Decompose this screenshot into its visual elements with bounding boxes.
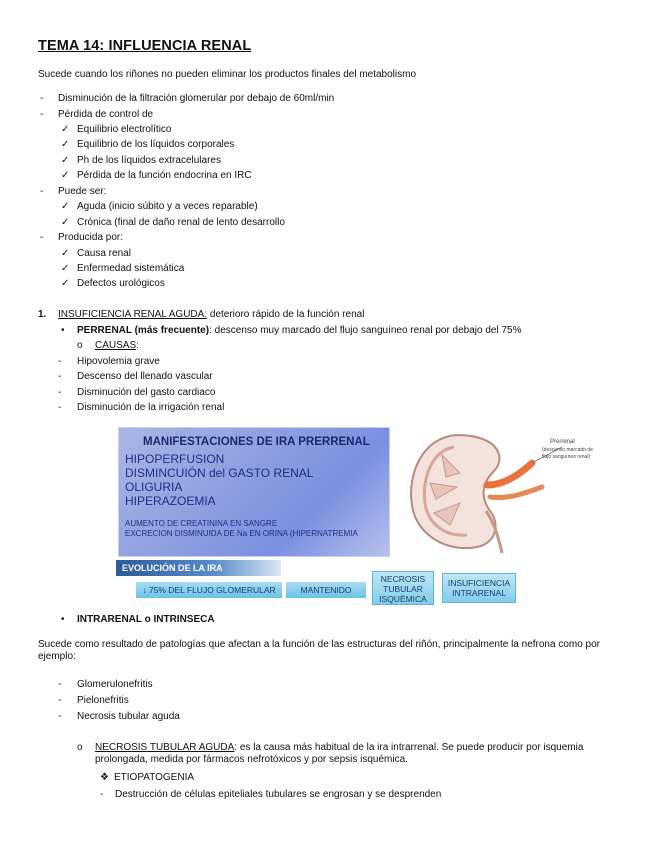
intro-text: Sucede cuando los riñones no pueden eliminar los productos finales del metabolismo xyxy=(38,69,417,80)
check-icon: ✓ xyxy=(61,278,70,289)
check-icon: ✓ xyxy=(61,139,70,150)
check-icon: ✓ xyxy=(61,263,70,274)
dash-marker: - xyxy=(40,109,44,120)
renal-vein xyxy=(490,487,542,498)
bullet-marker: • xyxy=(61,614,65,625)
slide-item: HIPERAZOEMIA xyxy=(125,494,216,508)
slide-item: DISMINCUIÓN del GASTO RENAL xyxy=(125,466,314,480)
causas-label: CAUSAS xyxy=(95,340,137,351)
bullet-marker: • xyxy=(61,325,65,336)
circle-marker: o xyxy=(77,340,83,351)
check-icon: ✓ xyxy=(61,155,70,166)
evolution-step-4: INSUFICIENCIA INTRARENAL xyxy=(442,573,516,603)
causas-colon: : xyxy=(136,340,139,351)
section-heading xyxy=(58,309,364,321)
list-item: Disminución de la filtración glomerular por debajo de 60ml/min xyxy=(58,93,335,104)
kidney-label: Prerrenal xyxy=(550,439,575,445)
sub-list-item: Pérdida de la función endocrina en IRC xyxy=(77,170,252,181)
kidney-label: (descenso marcado de xyxy=(542,447,593,453)
arrow-down-icon: ↓ xyxy=(142,585,147,595)
section-number: 1. xyxy=(38,309,47,320)
prerrenal-line xyxy=(77,325,522,337)
cause-item: Disminución de la irrigación renal xyxy=(77,402,225,413)
kidney-illustration xyxy=(402,425,602,557)
prerrenal-label: PERRENAL (más frecuente) xyxy=(77,325,210,336)
check-icon: ✓ xyxy=(61,201,70,212)
sub-list-item: Defectos urológicos xyxy=(77,278,165,289)
sub-list-item: Enfermedad sistemática xyxy=(77,263,185,274)
section-heading-label: INSUFICIENCIA RENAL AGUDA: xyxy=(58,309,208,320)
dash-marker: - xyxy=(40,93,44,104)
dash-marker: - xyxy=(58,371,62,382)
cause-item: Hipovolemia grave xyxy=(77,356,160,367)
manifestations-slide xyxy=(118,427,390,557)
evolution-step-3: NECROSIS TUBULAR ISQUÉMICA xyxy=(372,571,434,605)
dash-marker: - xyxy=(58,695,62,706)
prerrenal-rest: : descenso muy marcado del flujo sanguíneo renal por debajo del 75% xyxy=(209,325,522,336)
circle-marker: o xyxy=(77,742,83,753)
ntaguda-paragraph xyxy=(95,742,615,766)
sub-list-item: Aguda (inicio súbito y a veces reparable) xyxy=(77,201,258,212)
check-icon: ✓ xyxy=(61,248,70,259)
ira-figure xyxy=(112,423,602,605)
dash-marker: - xyxy=(58,387,62,398)
slide-item: HIPOPERFUSION xyxy=(125,452,225,466)
check-icon: ✓ xyxy=(61,124,70,135)
check-icon: ✓ xyxy=(61,170,70,181)
section-heading-rest: deterioro rápido de la función renal xyxy=(207,309,365,320)
slide-title: MANIFESTACIONES DE IRA PRERRENAL xyxy=(143,436,370,448)
sub-list-item: Equilibrio electrolítico xyxy=(77,124,172,135)
evolution-label: EVOLUCIÓN DE LA IRA xyxy=(116,560,281,576)
dash-marker: - xyxy=(58,356,62,367)
etiopatogenia-item: Destrucción de células epiteliales tubulares se engrosan y se desprenden xyxy=(115,789,442,800)
intrarenal-paragraph: Sucede como resultado de patologías que afectan a la función de las estructuras del riñón, principalmente la nefrona como por ejemplo: xyxy=(38,639,601,662)
sub-list-item: Causa renal xyxy=(77,248,131,259)
sub-list-item: Equilibrio de los líquidos corporales xyxy=(77,139,235,150)
example-item: Pielonefritis xyxy=(77,695,129,706)
causas-line xyxy=(95,340,139,352)
ntaguda-label: NECROSIS TUBULAR AGUDA xyxy=(95,742,235,753)
check-icon: ✓ xyxy=(61,217,70,228)
slide-note: AUMENTO DE CREATININA EN SANGRE xyxy=(125,519,278,528)
slide-note: EXCRECION DISMINUIDA DE Na EN ORINA (HIPERNATREMIA xyxy=(125,529,358,538)
page-title: TEMA 14: INFLUENCIA RENAL xyxy=(38,38,252,54)
slide-item: OLIGURIA xyxy=(125,480,183,494)
sub-list-item: Crónica (final de daño renal de lento desarrollo xyxy=(77,217,285,228)
dash-marker: - xyxy=(40,232,44,243)
slide-items xyxy=(125,452,313,508)
dash-marker: - xyxy=(100,789,104,800)
cause-item: Disminución del gasto cardiaco xyxy=(77,387,216,398)
evolution-step-label: 75% DEL FLUJO GLOMERULAR xyxy=(148,585,276,595)
dash-marker: - xyxy=(58,711,62,722)
evolution-step-1 xyxy=(136,582,282,598)
list-item: Puede ser: xyxy=(58,186,107,197)
dash-marker: - xyxy=(40,186,44,197)
dash-marker: - xyxy=(58,402,62,413)
example-item: Necrosis tubular aguda xyxy=(77,711,180,722)
etiopatogenia-label: ETIOPATOGENIA xyxy=(114,772,195,783)
intrarenal-heading: INTRARENAL o INTRINSECA xyxy=(77,614,215,625)
list-item: Producida por: xyxy=(58,232,124,243)
slide-notes xyxy=(125,519,358,539)
sub-list-item: Ph de los líquidos extracelulares xyxy=(77,155,221,166)
ntaguda-rest: : es la causa más habitual de la ira intrarrenal. Se puede producir por isquemia prolongada, medida por fármacos nefrotóxicos y por sepsis isquémica. xyxy=(95,742,584,765)
list-item: Pérdida de control de xyxy=(58,109,154,120)
evolution-step-2: MANTENIDO xyxy=(286,582,366,598)
dash-marker: - xyxy=(58,679,62,690)
kidney-label: flujo sanguíneo renal) xyxy=(542,454,591,460)
example-item: Glomerulonefritis xyxy=(77,679,153,690)
cause-item: Descenso del llenado vascular xyxy=(77,371,213,382)
diamond-icon: ❖ xyxy=(100,772,109,783)
